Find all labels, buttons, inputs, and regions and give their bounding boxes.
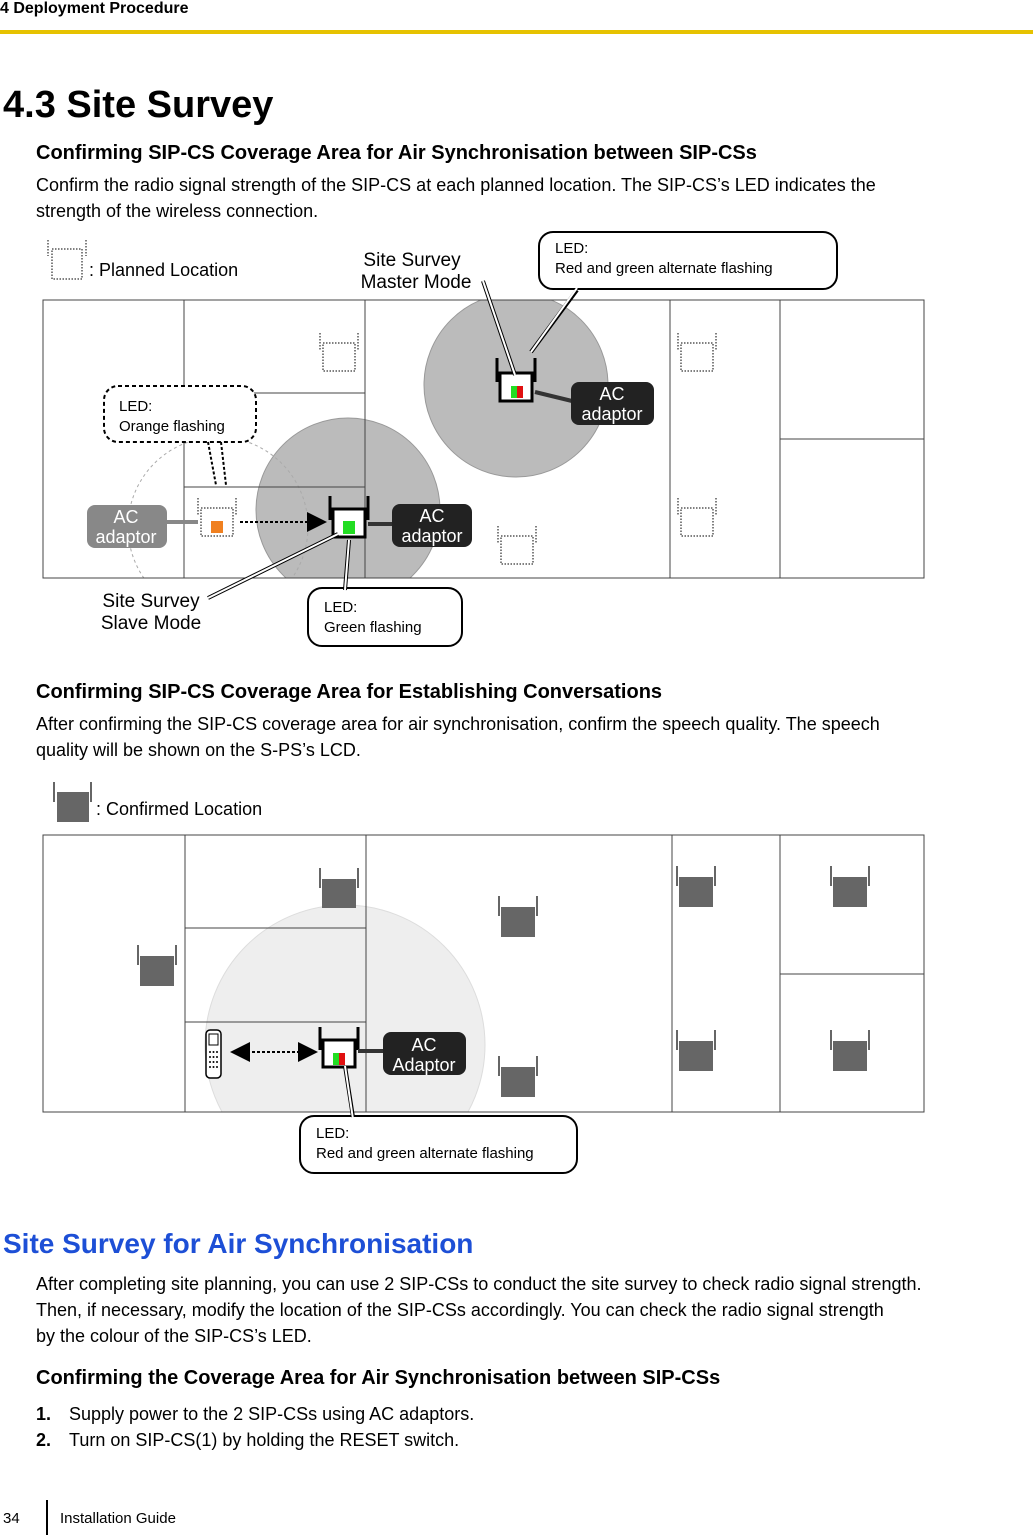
footer-guide-title: Installation Guide — [60, 1510, 176, 1527]
running-header: 4 Deployment Procedure — [0, 0, 189, 17]
svg-text:Orange flashing: Orange flashing — [119, 418, 225, 435]
svg-text:AC: AC — [113, 507, 139, 527]
step-1 — [36, 1404, 474, 1425]
svg-text:Red and green alternate flashi: Red and green alternate flashing — [316, 1145, 534, 1162]
svg-text:AC: AC — [411, 1035, 437, 1055]
confirmed-location-legend: : Confirmed Location — [96, 799, 263, 819]
page-number: 34 — [3, 1510, 20, 1527]
step-number: 2. — [36, 1430, 52, 1450]
svg-text:LED:: LED: — [555, 240, 589, 257]
svg-text:Green flashing: Green flashing — [324, 619, 422, 636]
header-rule — [0, 30, 1033, 34]
diagram-conversations — [0, 775, 1033, 1180]
subsection-heading-1: Confirming SIP-CS Coverage Area for Air Synchronisation between SIP-CSs — [36, 142, 757, 164]
svg-text:Red and green alternate flashi: Red and green alternate flashing — [555, 260, 773, 277]
master-mode-label-2: Master Mode — [360, 272, 472, 293]
step-text: Supply power to the 2 SIP-CSs using AC adaptors. — [69, 1404, 475, 1424]
slave-mode-label-1: Site Survey — [102, 591, 200, 612]
svg-text:adaptor: adaptor — [95, 527, 157, 547]
slave-mode-label-2: Slave Mode — [100, 613, 202, 634]
section-heading: Site Survey for Air Synchronisation — [3, 1228, 474, 1259]
callout-green — [308, 588, 462, 646]
planned-location-legend-icon — [48, 240, 86, 279]
svg-text:AC: AC — [419, 506, 445, 526]
footer-divider — [46, 1500, 48, 1535]
svg-text:LED:: LED: — [316, 1125, 350, 1142]
subsection-heading-3: Confirming the Coverage Area for Air Synchronisation between SIP-CSs — [36, 1367, 721, 1389]
paragraph-2-line-2: quality will be shown on the S-PS’s LCD. — [36, 740, 361, 760]
paragraph-3-line-3: by the colour of the SIP-CS’s LED. — [36, 1326, 312, 1346]
paragraph-1-line-2: strength of the wireless connection. — [36, 201, 319, 221]
planned-location-legend: : Planned Location — [89, 260, 239, 280]
handset-icon — [206, 1030, 221, 1078]
step-2 — [36, 1430, 459, 1451]
paragraph-3-line-1: After completing site planning, you can use 2 SIP-CSs to conduct the site survey to check radio signal strength. — [36, 1274, 922, 1294]
paragraph-3-line-2: Then, if necessary, modify the location of the SIP-CSs accordingly. You can check the radio signal strength — [36, 1300, 884, 1320]
svg-text:LED:: LED: — [324, 599, 358, 616]
svg-text:adaptor: adaptor — [581, 404, 643, 424]
svg-text:Adaptor: Adaptor — [392, 1055, 456, 1075]
diagram-air-sync — [0, 225, 1033, 655]
master-mode-label-1: Site Survey — [363, 250, 461, 271]
page-title: 4.3 Site Survey — [3, 84, 274, 126]
orange-led — [211, 521, 223, 533]
svg-text:AC: AC — [599, 384, 625, 404]
paragraph-1-line-1: Confirm the radio signal strength of the SIP-CS at each planned location. The SIP-CS’s LED indicates the — [36, 175, 876, 195]
paragraph-2-line-1: After confirming the SIP-CS coverage area for air synchronisation, confirm the speech quality. The speech — [36, 714, 880, 734]
confirmed-location-legend-icon — [54, 782, 91, 822]
subsection-heading-2: Confirming SIP-CS Coverage Area for Establishing Conversations — [36, 681, 663, 703]
floor-plan-2 — [43, 835, 924, 1112]
step-number: 1. — [36, 1404, 52, 1424]
svg-text:LED:: LED: — [119, 398, 153, 415]
svg-text:adaptor: adaptor — [401, 526, 463, 546]
step-text: Turn on SIP-CS(1) by holding the RESET switch. — [69, 1430, 460, 1450]
